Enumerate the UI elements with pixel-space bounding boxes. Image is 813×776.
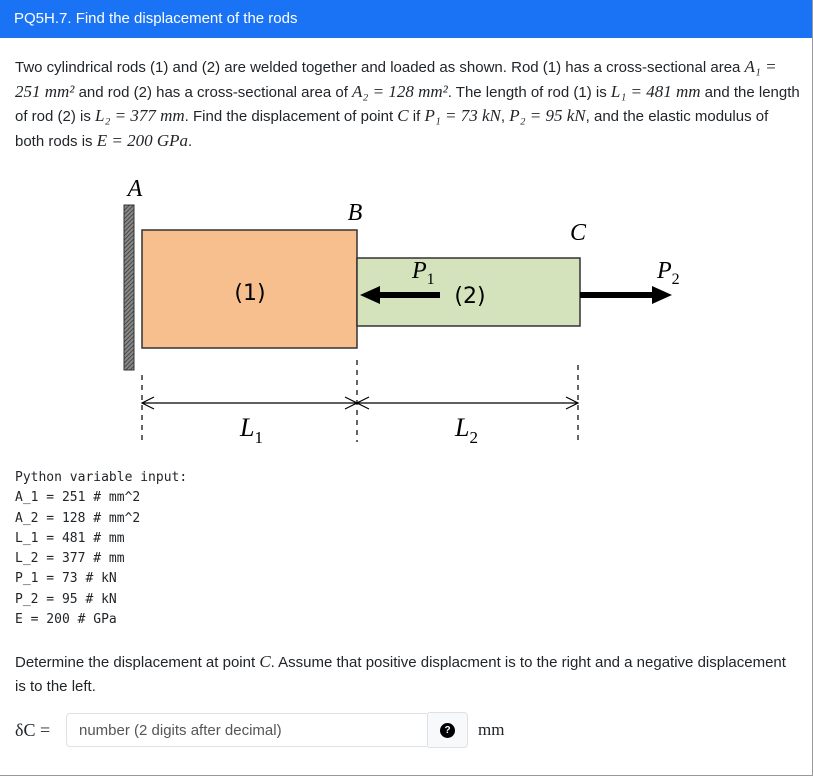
label-l1: $L_1$ <box>240 413 263 447</box>
question-text <box>15 650 800 698</box>
text: . Assume that positive displacment is to the right and a negative displacement is to the left. <box>15 654 786 695</box>
text: Determine the displacement at point <box>15 654 260 671</box>
math-a1: A₁ = 251 mm² <box>15 57 777 101</box>
p2-arrow <box>580 286 672 304</box>
question-mark-icon: ? <box>440 723 455 738</box>
label-rod-2: (2) <box>454 284 486 309</box>
dimension-lines <box>142 397 578 409</box>
problem-statement <box>15 55 800 153</box>
code-line: E = 200 # GPa <box>15 612 117 628</box>
text: , and the elastic modulus of both rods is <box>15 108 769 150</box>
text: if <box>408 108 425 125</box>
displacement-input[interactable] <box>66 713 428 747</box>
code-line: A_1 = 251 # mm^2 <box>15 490 141 506</box>
code-line: L_1 = 481 # mm <box>15 530 125 546</box>
text: and the length of rod (2) is <box>15 83 800 125</box>
question-title: PQ5H.7. Find the displacement of the rods <box>14 10 298 27</box>
math-c: C <box>397 106 409 125</box>
text: and rod (2) has a cross-sectional area of <box>74 83 353 101</box>
code-line: L_2 = 377 # mm <box>15 551 125 567</box>
answer-row <box>15 712 504 748</box>
math-e: E = 200 GPa <box>96 130 188 150</box>
code-heading: Python variable input: <box>15 470 188 485</box>
wall-support <box>124 205 134 370</box>
label-rod-1: (1) <box>234 281 266 306</box>
math-c: C <box>259 652 271 671</box>
code-line: P_2 = 95 # kN <box>15 591 117 607</box>
label-c: C <box>569 220 587 246</box>
label-b: B <box>347 200 363 226</box>
math-a2: A₂ = 128 mm² <box>352 81 448 101</box>
math-p2: P₂ = 95 kN <box>509 106 586 125</box>
label-l2: $L_2$ <box>455 413 478 447</box>
math-l2: L₂ = 377 mm <box>95 106 185 125</box>
text: , <box>500 108 510 125</box>
code-line: P_1 = 73 # kN <box>15 571 117 587</box>
text: Two cylindrical rods (1) and (2) are welded together and loaded as shown. Rod (1) has a cross-sectional area <box>15 59 745 76</box>
label-p2: $P_2$ <box>657 258 680 288</box>
math-p1: P₁ = 73 kN <box>424 106 501 125</box>
answer-label: δC = <box>15 719 51 740</box>
math-l1: L₁ = 481 mm <box>610 81 701 101</box>
text: . The length of rod (1) is <box>447 83 611 101</box>
python-variable-input <box>15 468 187 630</box>
page-header <box>0 0 812 38</box>
label-p1: $P_1$ <box>412 258 435 288</box>
text: . <box>188 132 193 150</box>
code-line: A_2 = 128 # mm^2 <box>15 510 141 526</box>
text: . Find the displacement of point <box>184 108 398 125</box>
unit-label: mm <box>478 720 505 739</box>
label-a: A <box>127 176 143 202</box>
help-button[interactable] <box>428 712 468 748</box>
rod-diagram <box>0 160 813 460</box>
